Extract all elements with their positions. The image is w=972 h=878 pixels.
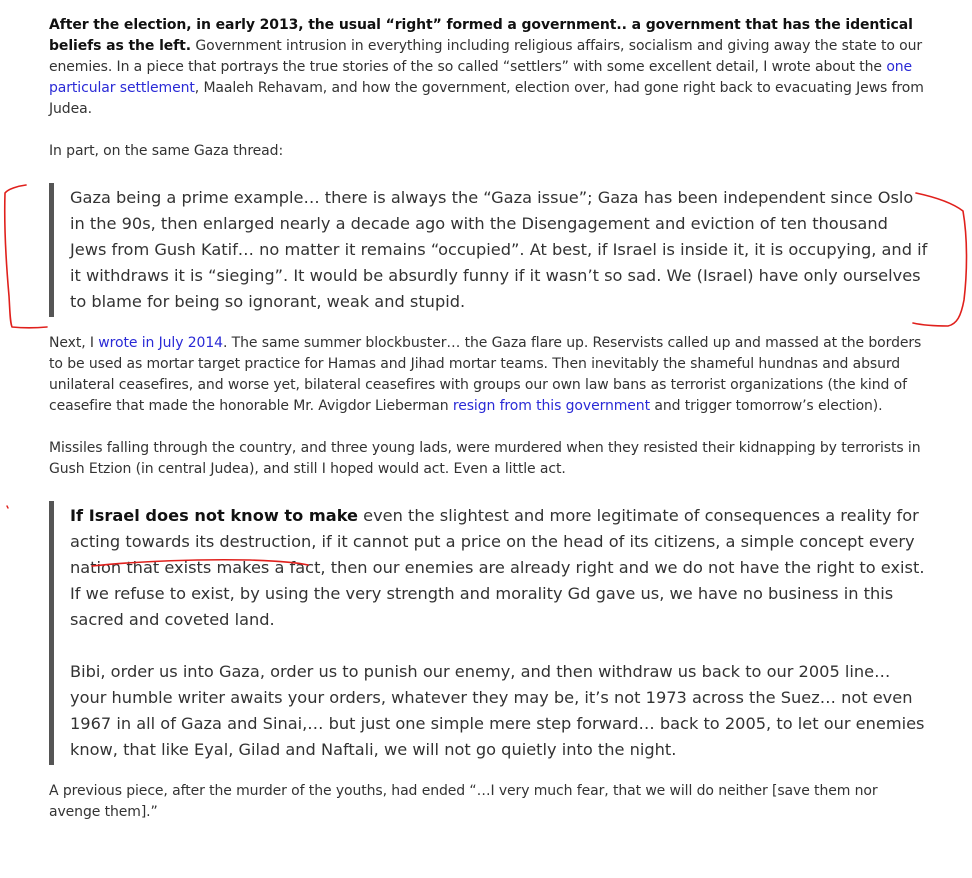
quote-lead-bold: If Israel does not know to make — [70, 506, 358, 525]
quote-text: even the slightest and more legitimate of consequences a reality for acting towards its destruction, if it cannot put a price on the head of its citizens, a simple concept every nation that exists makes a fact, then our enemies are already right and we do not have the right to exist. If we refuse to exist, by using the very strength and morality Gd gave us, we have no business in this sacred and coveted land. — [70, 506, 925, 629]
paragraph-election-2013 — [49, 15, 929, 120]
annotation-left-bracket — [5, 185, 47, 328]
link-resign-from-this-government[interactable]: resign from this government — [452, 398, 650, 414]
blockquote-if-israel — [49, 501, 929, 765]
paragraph-lead-bold: After the election, in early 2013, the usual “right” formed a government.. a government that has the identical beliefs as the left. — [49, 17, 913, 54]
paragraph-previous-piece: A previous piece, after the murder of the youths, had ended “…I very much fear, that we will do neither [save them nor avenge them].” — [49, 783, 878, 820]
paragraph-text: Next, I — [49, 335, 99, 351]
quote-text: Gaza being a prime example… there is always the “Gaza issue”; Gaza has been independent since Oslo in the 90s, then enlarged nearly a decade ago with the Disengagement and eviction of ten thousand Jews from Gush Katif… no matter it remains “occupied”. At best, if Israel is inside it, it is occupying, and if it withdraws it is “sieging”. It would be absurdly funny if it wasn’t so sad. We (Israel) have only ourselves to blame for being so ignorant, weak and stupid. — [70, 188, 928, 311]
paragraph-july-2014 — [49, 333, 929, 417]
link-wrote-in-july-2014[interactable]: wrote in July 2014 — [98, 335, 223, 351]
quote-paragraph — [70, 503, 929, 633]
paragraph-text: . The same summer blockbuster… the Gaza flare up. Reservists called up and massed at the borders to be used as mortar target practice for Hamas and Jihad mortar teams. Then inevitably the shameful hundnas and absurd unilateral ceasefires, and worse yet, bilateral ceasefires with groups our own law bans as terrorist organizations (the kind of ceasefire that made the honorable Mr. Avigdor Lieberman — [49, 335, 922, 414]
blockquote-gaza-example — [49, 183, 929, 317]
quote-paragraph-bibi: Bibi, order us into Gaza, order us to punish our enemy, and then withdraw us back to our 2005 line… your humble writer awaits your orders, whatever they may be, it’s not 1973 across the Suez… not even 1967 in all of Gaza and Sinai,… but just one simple mere step forward… back to 2005, to let our enemies know, that like Eyal, Gilad and Naftali, we will not go quietly into the night. — [70, 662, 925, 759]
paragraph-text: , Maaleh Rehavam, and how the government, election over, had gone right back to evacuating Jews from Judea. — [49, 80, 924, 117]
paragraph-missiles: Missiles falling through the country, and three young lads, were murdered when they resisted their kidnapping by terrorists in Gush Etzion (in central Judea), and still I hoped would act. Even a little act. — [49, 440, 921, 477]
article-body — [49, 15, 929, 844]
paragraph-text: and trigger tomorrow’s election). — [649, 398, 883, 414]
link-one-particular-settlement[interactable]: one particular settlement — [49, 59, 913, 96]
paragraph-gaza-thread: In part, on the same Gaza thread: — [49, 143, 284, 159]
annotation-dot — [7, 506, 8, 508]
paragraph-text: Government intrusion in everything including religious affairs, socialism and giving away the state to our enemies. In a piece that portrays the true stories of the so called “settlers” with some excellent detail, I wrote about the — [49, 38, 923, 75]
